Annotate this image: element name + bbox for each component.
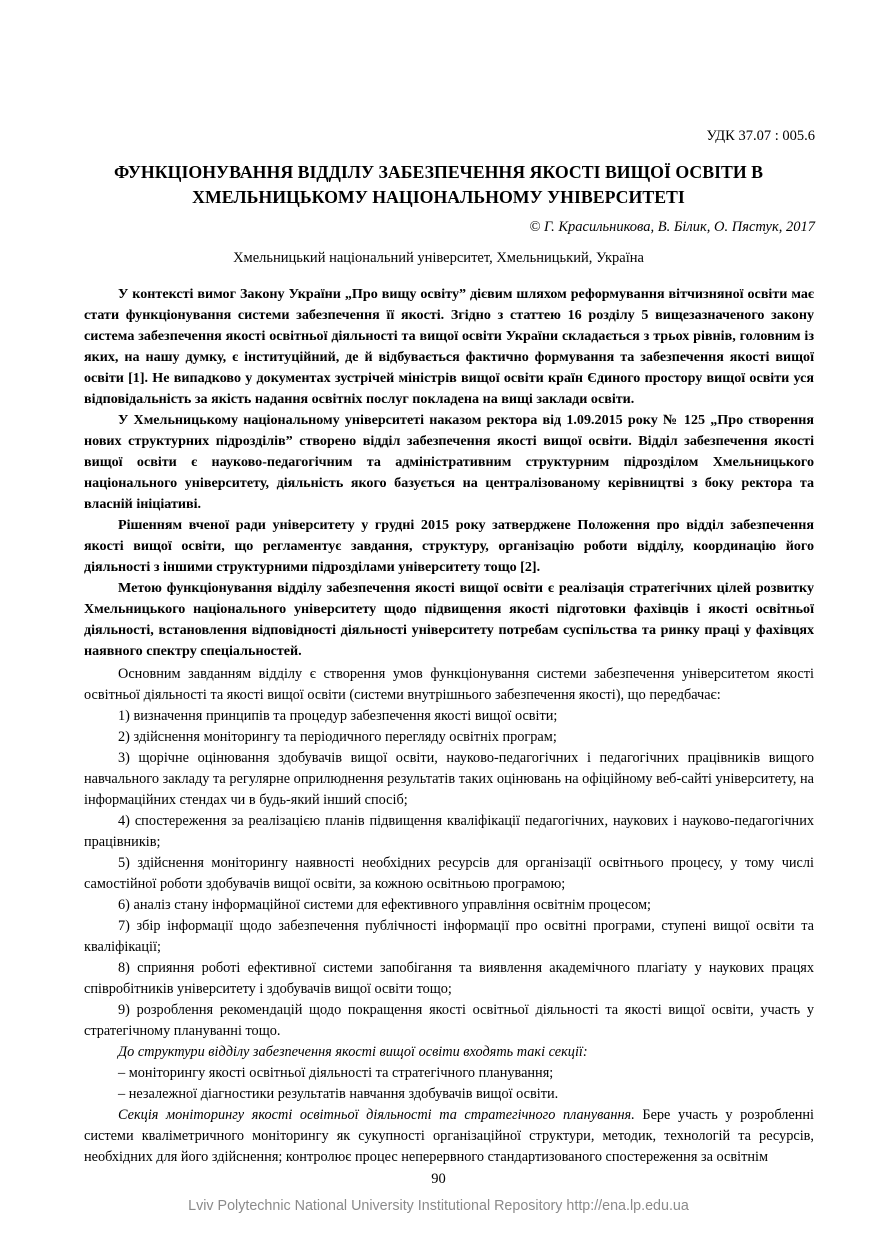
task-item: 7) збір інформації щодо забезпечення публічності інформації про освітні програми, ступені вищої освіти та кваліфікації; — [84, 918, 814, 955]
task-item: 8) сприяння роботі ефективної системи запобігання та виявлення академічного плагіату у наукових працях співробітників університету і здобувачів вищої освіти тощо; — [84, 960, 814, 997]
paper-title: ФУНКЦІОНУВАННЯ ВІДДІЛУ ЗАБЕЗПЕЧЕННЯ ЯКОСТІ ВИЩОЇ ОСВІТИ В ХМЕЛЬНИЦЬКОМУ НАЦІОНАЛЬНОМУ УНІВЕРСИТЕТІ — [113, 162, 764, 207]
task-item: 4) спостереження за реалізацією планів підвищення кваліфікації педагогічних, наукових і науково-педагогічних працівників; — [84, 813, 814, 850]
article-body — [84, 284, 814, 1168]
tasks-intro: Основним завданням відділу є створення умов функціонування системи забезпечення університетом якості освітньої діяльності та якості вищої освіти (системи внутрішнього забезпечення якості), що передбачає: — [84, 666, 814, 703]
bold-paragraph: Метою функціонування відділу забезпечення якості вищої освіти є реалізація стратегічних цілей розвитку Хмельницького національного університету щодо підвищення якості підготовки фахівців і якості освітньої діяльності, встановлення відповідності діяльності університету потребам суспільства та ринку праці у фахівцях наявного спектру спеціальностей. — [84, 580, 814, 659]
bold-paragraph: У Хмельницькому національному університеті наказом ректора від 1.09.2015 року № 125 „Про створення нових структурних підрозділів” створено відділ забезпечення якості вищої освіти. Відділ забезпечення якості вищої освіти є науково-педагогічним та адміністративним структурним підрозділом Хмельницького національного університету, діяльність якого базується на централізованому керівництві з боку ректора та власній ініціативі. — [84, 412, 814, 512]
task-item: 5) здійснення моніторингу наявності необхідних ресурсів для організації освітнього процесу, у тому числі самостійної роботи здобувачів вищої освіти, за кожною освітньою програмою; — [84, 855, 814, 892]
task-item: 3) щорічне оцінювання здобувачів вищої освіти, науково-педагогічних і педагогічних працівників вищого навчального закладу та регулярне оприлюднення результатів таких оцінювань на офіційному веб-сайті університету, на інформаційних стендах чи в будь-який інший спосіб; — [84, 750, 814, 808]
section-item: – незалежної діагностики результатів навчання здобувачів вищої освіти. — [118, 1086, 559, 1102]
page-number: 90 — [431, 1171, 446, 1187]
section-description-lead: Секція моніторингу якості освітньої діяльності та стратегічного планування. — [118, 1107, 635, 1123]
task-item: 1) визначення принципів та процедур забезпечення якості вищої освіти; — [118, 708, 558, 724]
repository-footer: Lviv Polytechnic National University Institutional Repository http://ena.lp.edu.ua — [188, 1198, 689, 1214]
udk-code: УДК 37.07 : 005.6 — [706, 128, 815, 144]
task-item: 6) аналіз стану інформаційної системи для ефективного управління освітнім процесом; — [118, 897, 652, 913]
task-item: 9) розроблення рекомендацій щодо покращення якості освітньої діяльності та якості вищої освіти, участь у стратегічному плануванні тощо. — [84, 1002, 814, 1039]
sections-intro: До структури відділу забезпечення якості вищої освіти входять такі секції: — [118, 1044, 588, 1060]
section-description-text: Бере участь у розробленні системи кваліметричного моніторингу як сукупності організаційної структури, методик, технологій та ресурсів, необхідних для його здійснення; контролює процес неперервного стандартизованого спостереження за освітнім — [84, 1107, 814, 1165]
bold-paragraph: Рішенням вченої ради університету у грудні 2015 року затверджене Положення про відділ забезпечення якості вищої освіти, що регламентує завдання, структуру, організацію роботи відділу, координацію його діяльності з іншими структурними підрозділами університету тощо [2]. — [84, 517, 814, 575]
task-item: 2) здійснення моніторингу та періодичного перегляду освітніх програм; — [118, 729, 557, 745]
authors-copyright: © Г. Красильникова, В. Білик, О. Пястук, 2017 — [529, 219, 815, 235]
affiliation: Хмельницький національний університет, Хмельницький, Україна — [233, 250, 644, 266]
section-item: – моніторингу якості освітньої діяльності та стратегічного планування; — [118, 1065, 554, 1081]
bold-paragraph: У контексті вимог Закону України „Про вищу освіту” дієвим шляхом реформування вітчизняної освіти має стати функціонування системи забезпечення її якості. Згідно з статтею 16 розділу 5 вищезазначеного закону система забезпечення якості освітньої діяльності та вищої освіти України складається з трьох рівнів, головним із яких, на нашу думку, є інституційний, де й відбувається фактично формування та забезпечення якості вищої освіти [1]. Не випадково у документах зустрічей міністрів вищої освіти країн Єдиного простору вищої освіти уся відповідальність за якість надання освітніх послуг покладена на вищі заклади освіти. — [84, 286, 814, 407]
section-description — [84, 1105, 814, 1168]
